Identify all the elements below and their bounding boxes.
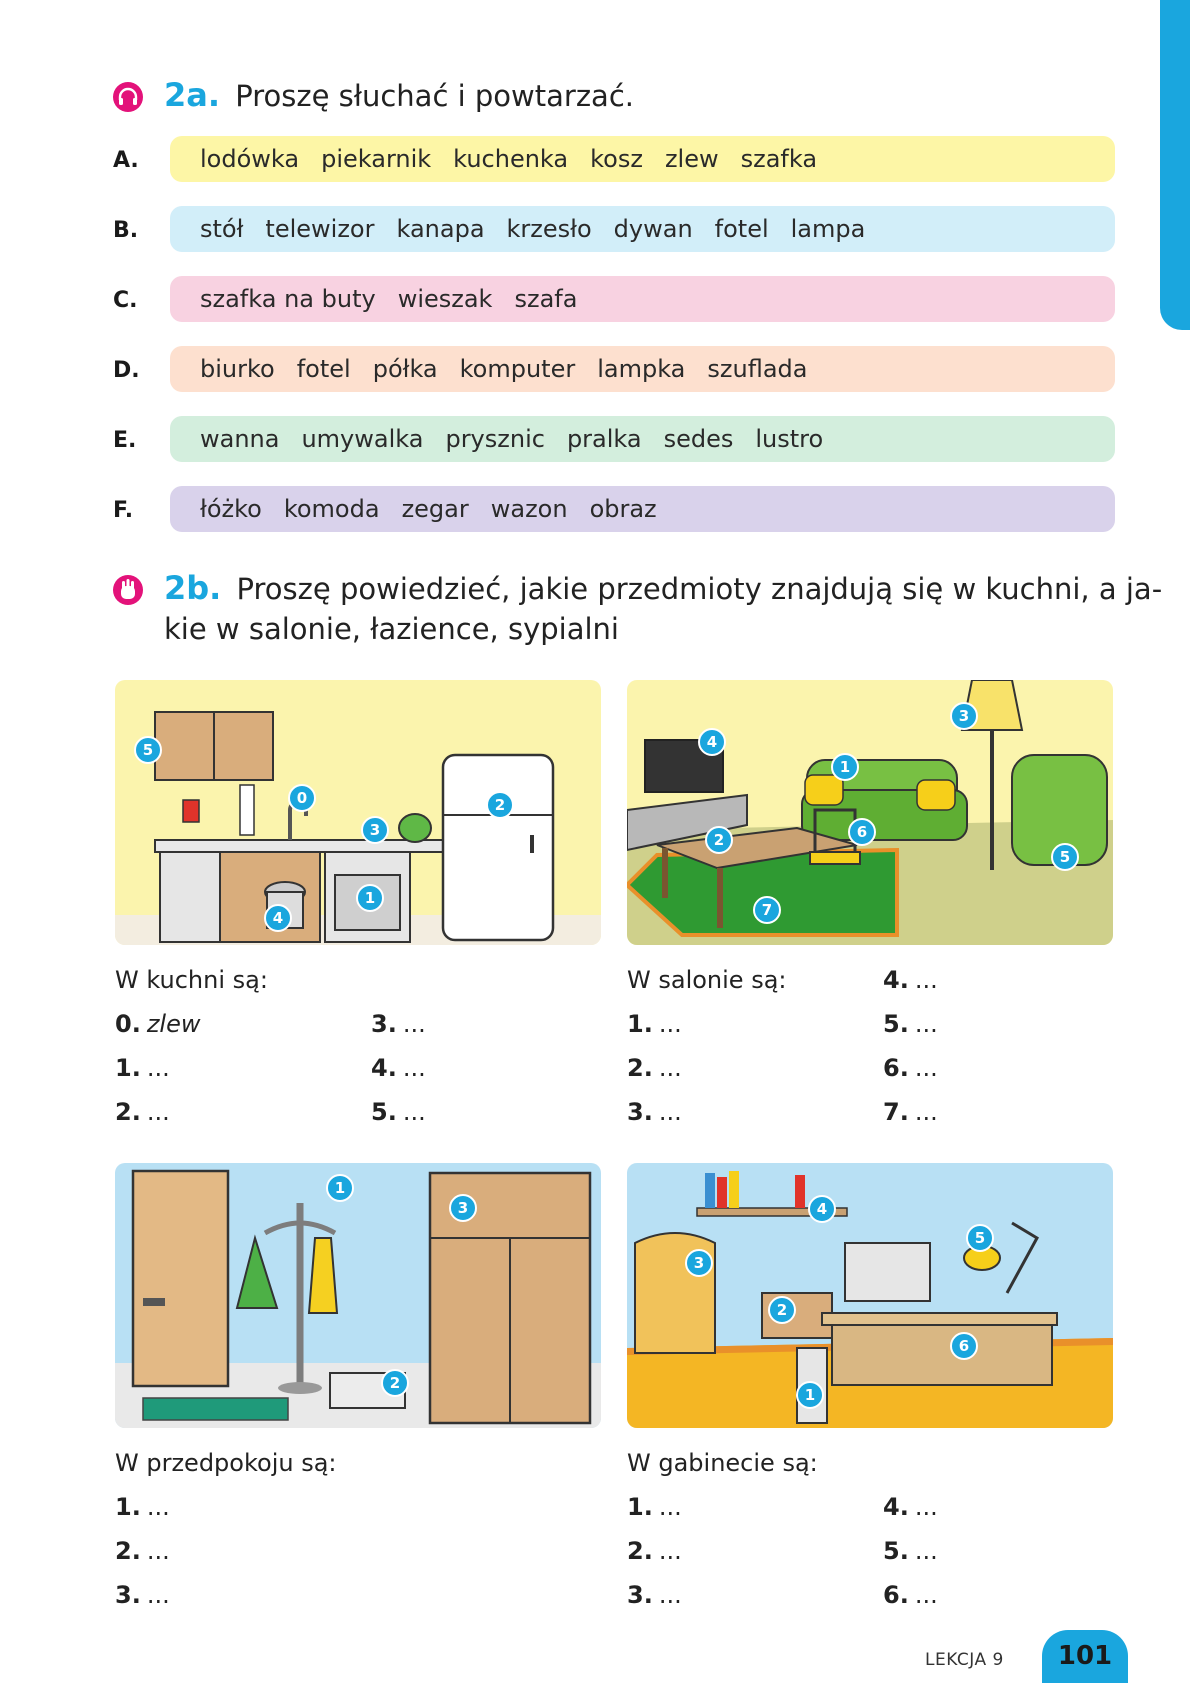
marker-number: 4 xyxy=(272,909,284,927)
item-number: 3. xyxy=(627,1098,653,1126)
item-number: 6. xyxy=(883,1054,909,1082)
marker-number: 6 xyxy=(856,823,868,841)
item-value: ... xyxy=(914,1537,938,1565)
marker-number: 1 xyxy=(839,758,851,776)
item-number: 2. xyxy=(627,1537,653,1565)
row-letter: B. xyxy=(113,218,139,243)
number-marker xyxy=(686,1250,712,1276)
vocabulary-word: lustro xyxy=(755,425,824,453)
vocabulary-word: obraz xyxy=(589,495,657,523)
number-marker xyxy=(706,827,732,853)
item-number: 5. xyxy=(883,1010,909,1038)
row-letter: D. xyxy=(113,358,140,383)
number-marker xyxy=(289,785,315,811)
answer-item xyxy=(115,1010,201,1038)
vocabulary-word: komoda xyxy=(283,495,380,523)
item-value: ... xyxy=(914,966,938,994)
number-marker xyxy=(135,737,161,763)
number-marker xyxy=(951,1333,977,1359)
marker-number: 5 xyxy=(974,1229,986,1247)
item-value: ... xyxy=(658,1537,682,1565)
marker-number: 4 xyxy=(816,1200,828,1218)
living-caption: W salonie są: xyxy=(627,966,787,994)
vocabulary-word: wazon xyxy=(490,495,568,523)
answer-item xyxy=(883,1098,938,1126)
vocabulary-word: prysznic xyxy=(445,425,545,453)
vocabulary-word: kosz xyxy=(590,145,643,173)
marker-number: 2 xyxy=(494,796,506,814)
vocabulary-word: łóżko xyxy=(200,495,262,523)
marker-number: 5 xyxy=(1059,848,1071,866)
vocabulary-word: szafa xyxy=(514,285,578,313)
number-marker xyxy=(487,792,513,818)
marker-number: 3 xyxy=(958,707,970,725)
item-number: 6. xyxy=(883,1581,909,1609)
vocabulary-word: zlew xyxy=(664,145,719,173)
speaking-hand-icon xyxy=(112,574,144,606)
marker-number: 1 xyxy=(364,889,376,907)
item-number: 3. xyxy=(371,1010,397,1038)
answer-item xyxy=(115,1098,170,1126)
item-value: ... xyxy=(146,1054,170,1082)
vocabulary-word: lodówka xyxy=(200,145,300,173)
item-number: 5. xyxy=(371,1098,397,1126)
item-value: ... xyxy=(914,1010,938,1038)
answer-item xyxy=(627,1054,682,1082)
marker-number: 3 xyxy=(693,1254,705,1272)
answer-item xyxy=(883,1493,938,1521)
item-value: ... xyxy=(146,1537,170,1565)
row-letter: C. xyxy=(113,288,138,313)
kitchen-illustration xyxy=(115,680,601,945)
vocabulary-word: umywalka xyxy=(301,425,424,453)
answer-item xyxy=(115,1054,170,1082)
item-value: ... xyxy=(914,1098,938,1126)
item-number: 2. xyxy=(115,1537,141,1565)
answer-item xyxy=(371,1054,426,1082)
item-value: ... xyxy=(402,1098,426,1126)
marker-number: 2 xyxy=(713,831,725,849)
item-number: 1. xyxy=(115,1054,141,1082)
exercise-number: 2b. xyxy=(164,569,222,607)
vocabulary-word: lampka xyxy=(597,355,686,383)
vocabulary-word: stół xyxy=(200,215,244,243)
vocabulary-word: fotel xyxy=(296,355,351,383)
vocabulary-word: zegar xyxy=(401,495,469,523)
marker-number: 2 xyxy=(776,1301,788,1319)
item-number: 4. xyxy=(883,1493,909,1521)
page-number: 101 xyxy=(1042,1630,1128,1683)
vocabulary-word: kanapa xyxy=(396,215,485,243)
vocabulary-word: półka xyxy=(372,355,438,383)
marker-number: 2 xyxy=(389,1374,401,1392)
marker-number: 7 xyxy=(761,901,773,919)
item-value: zlew xyxy=(146,1010,201,1038)
answer-item xyxy=(627,1581,682,1609)
number-marker xyxy=(769,1297,795,1323)
word-bar xyxy=(170,136,1115,182)
word-bar xyxy=(170,206,1115,252)
number-marker xyxy=(699,729,725,755)
marker-number: 6 xyxy=(958,1337,970,1355)
vocabulary-word: fotel xyxy=(714,215,769,243)
item-number: 2. xyxy=(627,1054,653,1082)
hallway-illustration xyxy=(115,1163,601,1428)
vocabulary-word: szafka xyxy=(740,145,818,173)
answer-item xyxy=(883,1054,938,1082)
number-marker xyxy=(754,897,780,923)
item-value: ... xyxy=(402,1054,426,1082)
number-marker xyxy=(797,1382,823,1408)
number-marker xyxy=(1052,844,1078,870)
number-marker xyxy=(382,1370,408,1396)
answer-item xyxy=(883,1581,938,1609)
vocabulary-word: dywan xyxy=(613,215,693,243)
item-value: ... xyxy=(658,1581,682,1609)
item-number: 4. xyxy=(371,1054,397,1082)
vocabulary-word: krzesło xyxy=(506,215,592,243)
vocabulary-word: piekarnik xyxy=(321,145,432,173)
item-number: 2. xyxy=(115,1098,141,1126)
item-value: ... xyxy=(658,1098,682,1126)
vocabulary-word: szafka na buty xyxy=(200,285,376,313)
item-number: 5. xyxy=(883,1537,909,1565)
answer-item xyxy=(371,1098,426,1126)
number-marker xyxy=(809,1196,835,1222)
answer-item xyxy=(883,1010,938,1038)
item-number: 1. xyxy=(115,1493,141,1521)
answer-item xyxy=(627,1098,682,1126)
item-value: ... xyxy=(146,1098,170,1126)
item-number: 3. xyxy=(115,1581,141,1609)
living-room-illustration xyxy=(627,680,1113,945)
item-value: ... xyxy=(146,1493,170,1521)
answer-item xyxy=(115,1493,170,1521)
kitchen-caption: W kuchni są: xyxy=(115,966,268,994)
study-caption: W gabinecie są: xyxy=(627,1449,818,1477)
number-marker xyxy=(265,905,291,931)
item-value: ... xyxy=(658,1054,682,1082)
answer-item xyxy=(883,1537,938,1565)
item-value: ... xyxy=(658,1493,682,1521)
word-bar xyxy=(170,416,1115,462)
lesson-label: LEKCJA 9 xyxy=(925,1650,1004,1670)
marker-number: 1 xyxy=(804,1386,816,1404)
exercise-instruction-line2: kie w salonie, łazience, sypialni xyxy=(164,612,619,646)
item-value: ... xyxy=(658,1010,682,1038)
vocabulary-word: pralka xyxy=(566,425,642,453)
answer-item xyxy=(627,1493,682,1521)
vocabulary-word: wieszak xyxy=(397,285,493,313)
marker-number: 5 xyxy=(142,741,154,759)
answer-item xyxy=(115,1581,170,1609)
marker-number: 4 xyxy=(706,733,718,751)
marker-number: 1 xyxy=(334,1179,346,1197)
word-bar xyxy=(170,346,1115,392)
vocabulary-word: sedes xyxy=(663,425,734,453)
item-number: 1. xyxy=(627,1493,653,1521)
item-number: 7. xyxy=(883,1098,909,1126)
marker-number: 3 xyxy=(369,821,381,839)
study-illustration xyxy=(627,1163,1113,1428)
vocabulary-word: biurko xyxy=(200,355,275,383)
exercise-instruction: Proszę słuchać i powtarzać. xyxy=(235,79,634,113)
number-marker xyxy=(832,754,858,780)
number-marker xyxy=(362,817,388,843)
vocabulary-word: wanna xyxy=(200,425,280,453)
item-number: 4. xyxy=(883,966,909,994)
answer-item xyxy=(627,1010,682,1038)
number-marker xyxy=(849,819,875,845)
vocabulary-word: szuflada xyxy=(707,355,808,383)
vocabulary-word: komputer xyxy=(459,355,576,383)
item-value: ... xyxy=(402,1010,426,1038)
number-marker xyxy=(327,1175,353,1201)
marker-number: 0 xyxy=(296,789,308,807)
row-letter: E. xyxy=(113,428,137,453)
answer-item xyxy=(883,966,938,994)
marker-number: 3 xyxy=(457,1199,469,1217)
item-value: ... xyxy=(914,1054,938,1082)
number-marker xyxy=(951,703,977,729)
item-number: 0. xyxy=(115,1010,141,1038)
answer-item xyxy=(627,1537,682,1565)
word-bar xyxy=(170,486,1115,532)
vocabulary-word: lampa xyxy=(790,215,866,243)
vocabulary-word: kuchenka xyxy=(453,145,569,173)
item-number: 3. xyxy=(627,1581,653,1609)
exercise-instruction-line1: Proszę powiedzieć, jakie przedmioty znajdują się w kuchni, a ja- xyxy=(236,572,1163,606)
item-value: ... xyxy=(914,1493,938,1521)
exercise-number: 2a. xyxy=(164,76,221,114)
item-number: 1. xyxy=(627,1010,653,1038)
word-bar xyxy=(170,276,1115,322)
vocabulary-word: telewizor xyxy=(265,215,375,243)
chapter-side-tab xyxy=(1160,0,1190,330)
number-marker xyxy=(450,1195,476,1221)
number-marker xyxy=(967,1225,993,1251)
item-value: ... xyxy=(914,1581,938,1609)
headphones-icon xyxy=(112,81,144,113)
number-marker xyxy=(357,885,383,911)
row-letter: F. xyxy=(113,498,134,523)
item-value: ... xyxy=(146,1581,170,1609)
answer-item xyxy=(371,1010,426,1038)
answer-item xyxy=(115,1537,170,1565)
hall-caption: W przedpokoju są: xyxy=(115,1449,337,1477)
row-letter: A. xyxy=(113,148,139,173)
